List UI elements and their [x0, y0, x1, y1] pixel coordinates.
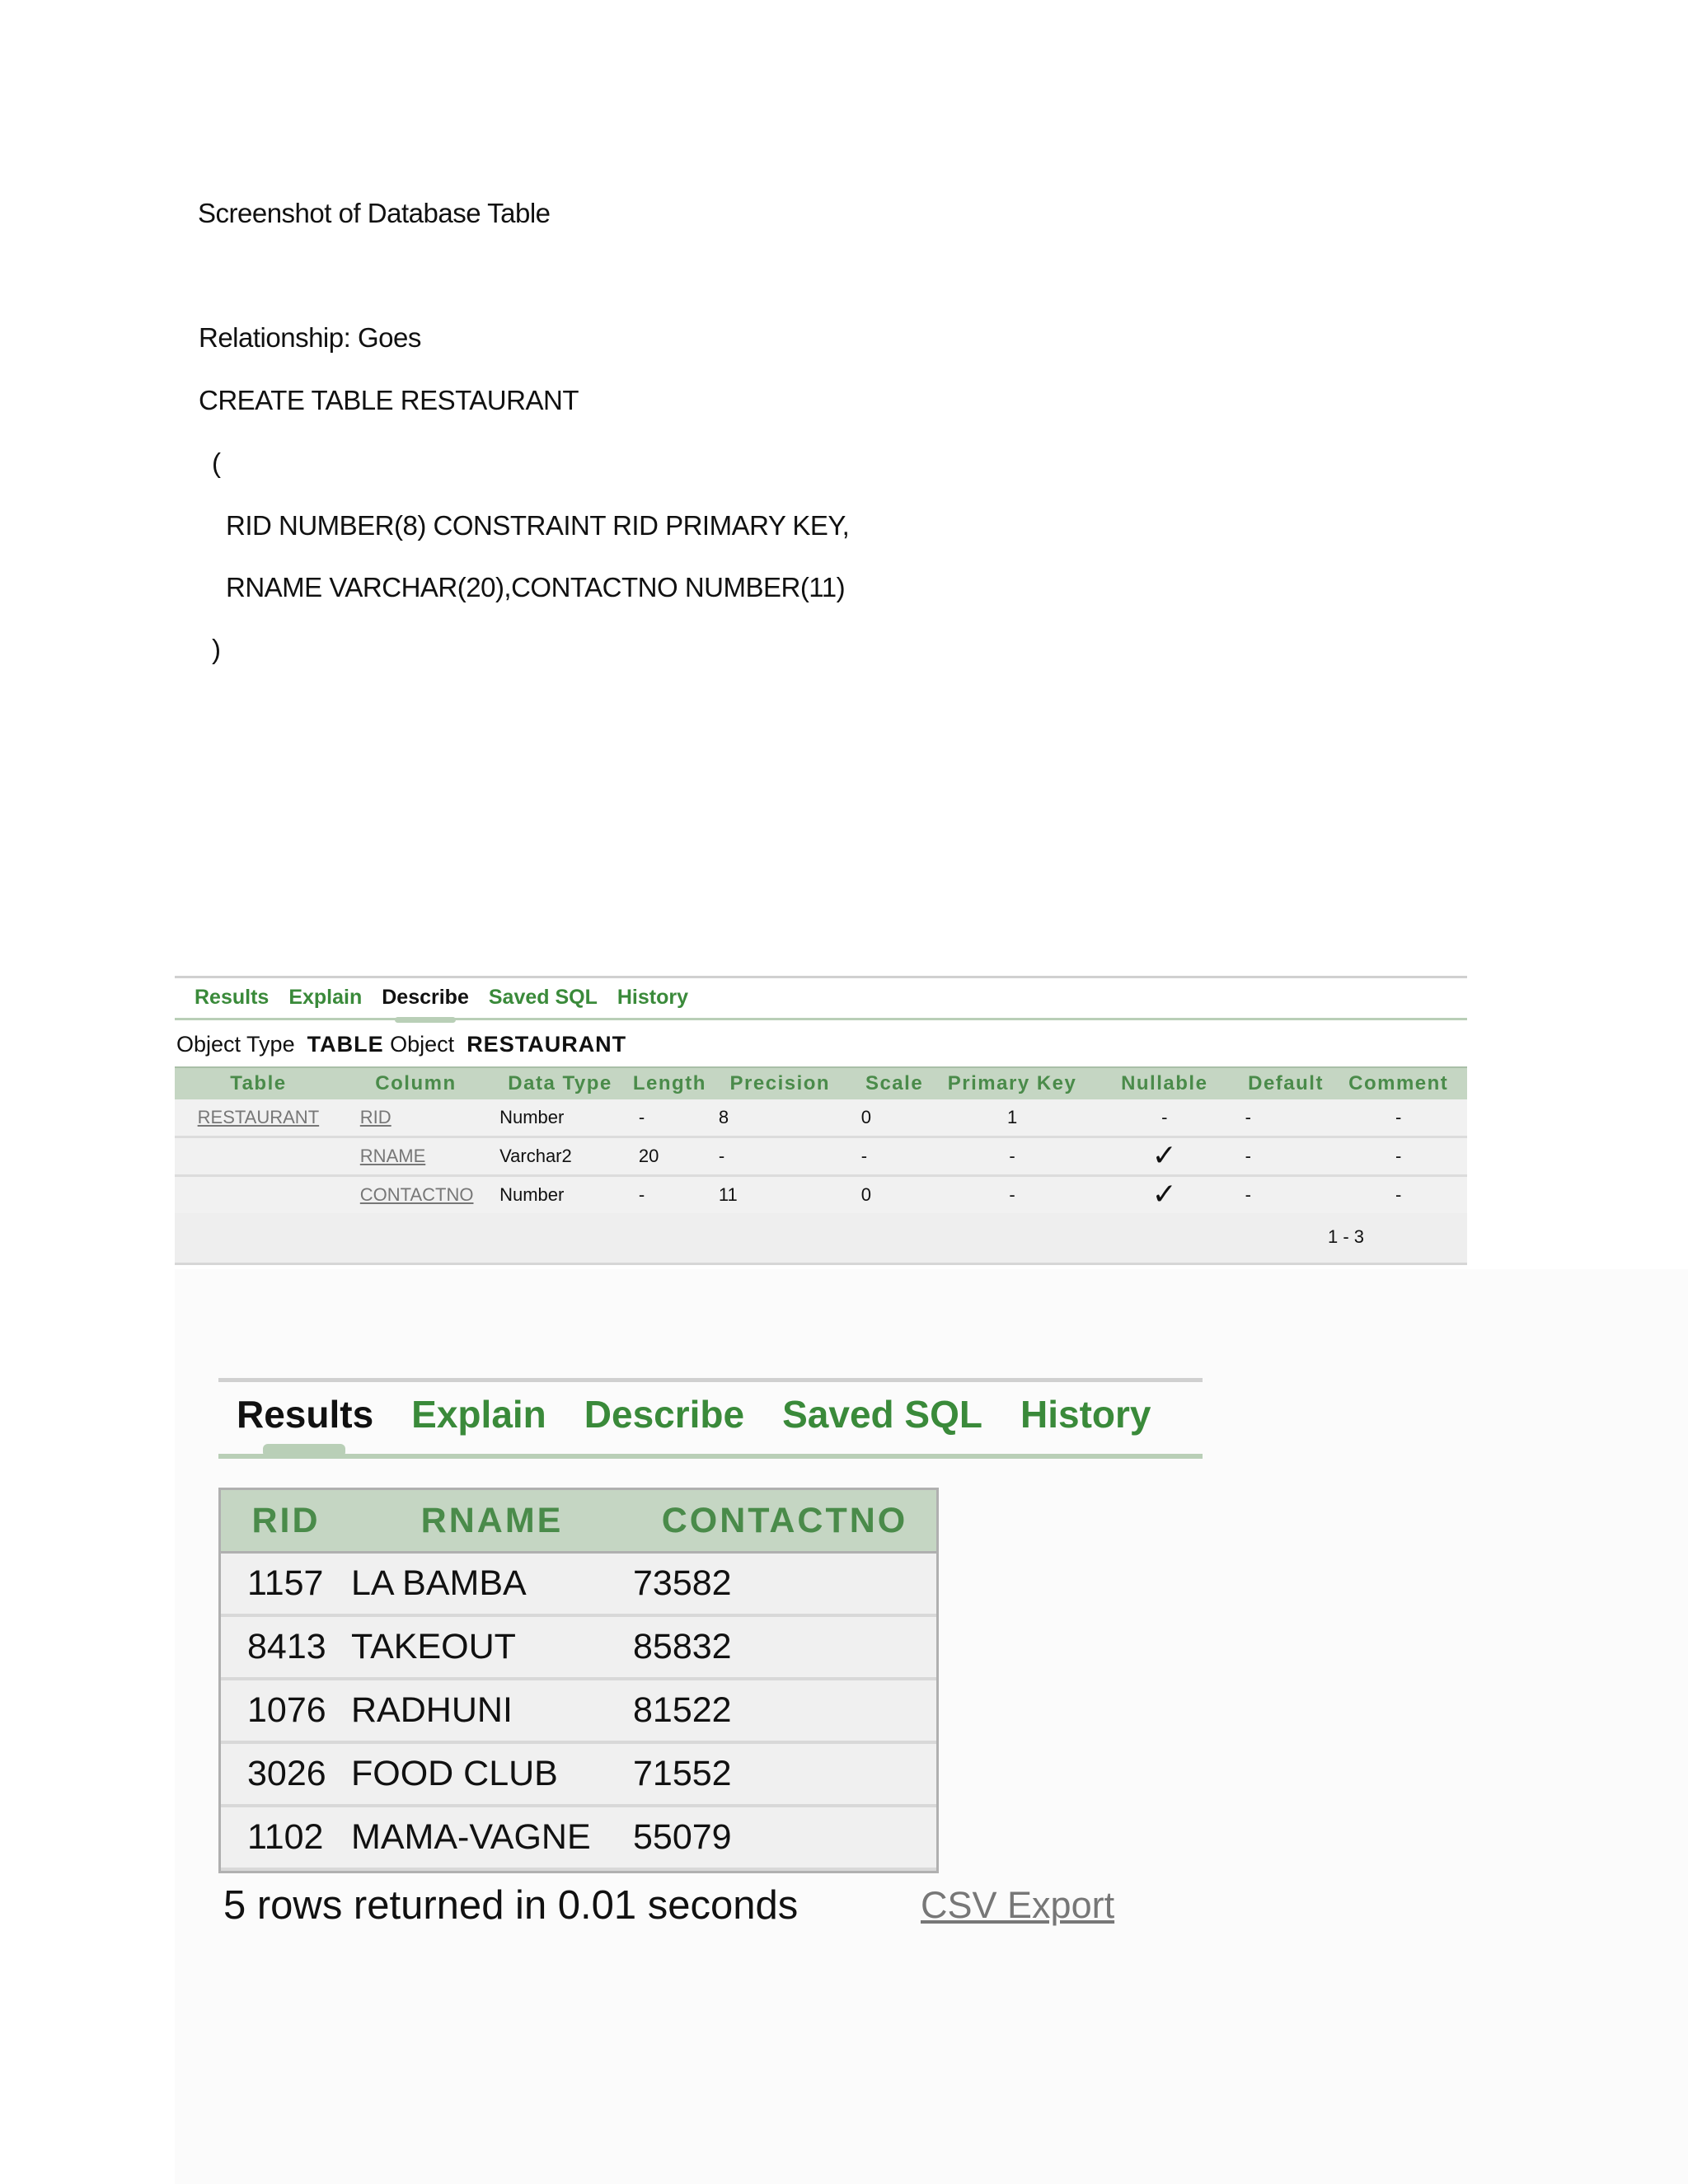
describe-panel: [175, 974, 1467, 1266]
contactno-cell: 81522: [633, 1679, 936, 1742]
tab-saved-sql[interactable]: Saved SQL: [782, 1393, 982, 1436]
csv-export-link[interactable]: CSV Export: [921, 1884, 1115, 1926]
column-header[interactable]: Comment: [1329, 1067, 1467, 1099]
tab-describe[interactable]: Describe: [584, 1393, 745, 1436]
describe-table: [175, 1066, 1467, 1216]
column-header[interactable]: CONTACTNO: [633, 1490, 936, 1553]
column-header[interactable]: Data Type: [490, 1067, 631, 1099]
results-table: [221, 1490, 936, 1871]
table-row: [175, 1176, 1467, 1215]
scale-cell: 0: [851, 1099, 938, 1137]
comment-cell: -: [1329, 1099, 1467, 1137]
divider: [175, 976, 1467, 978]
tab-results[interactable]: Results: [195, 986, 270, 1009]
rname-cell: MAMA-VAGNE: [351, 1806, 633, 1869]
table-row: [221, 1615, 936, 1679]
primary-key-cell: -: [937, 1176, 1086, 1215]
document-heading: Screenshot of Database Table: [198, 198, 551, 228]
column-header[interactable]: Primary Key: [937, 1067, 1086, 1099]
column-header[interactable]: Default: [1242, 1067, 1330, 1099]
default-cell: -: [1242, 1176, 1330, 1215]
comment-cell: -: [1329, 1176, 1467, 1215]
column-header[interactable]: Nullable: [1087, 1067, 1242, 1099]
column-name-link[interactable]: RNAME: [342, 1137, 490, 1176]
contactno-cell: 85832: [633, 1615, 936, 1679]
contactno-cell: 73582: [633, 1553, 936, 1616]
object-value: RESTAURANT: [467, 1032, 627, 1057]
column-header[interactable]: RNAME: [351, 1490, 633, 1553]
tab-history[interactable]: History: [617, 986, 688, 1009]
default-cell: -: [1242, 1137, 1330, 1176]
rid-cell: 1157: [221, 1553, 351, 1616]
tab-saved-sql[interactable]: Saved SQL: [488, 986, 598, 1009]
rid-cell: 1102: [221, 1806, 351, 1869]
relationship-label: Relationship: Goes: [199, 322, 421, 353]
column-name-link[interactable]: CONTACTNO: [342, 1176, 490, 1215]
nullable-cell: -: [1087, 1099, 1242, 1137]
tab-history[interactable]: History: [1020, 1393, 1151, 1436]
tab-results[interactable]: Results: [237, 1388, 373, 1441]
scale-cell: 0: [851, 1176, 938, 1215]
sql-line: RID NUMBER(8) CONSTRAINT RID PRIMARY KEY,: [226, 510, 850, 541]
object-type-value: TABLE: [307, 1032, 384, 1057]
rid-cell: 1076: [221, 1679, 351, 1742]
column-header[interactable]: RID: [221, 1490, 351, 1553]
divider: [175, 1018, 1467, 1020]
results-panel: [218, 1378, 1207, 1955]
table-header-row: [175, 1067, 1467, 1099]
primary-key-cell: -: [937, 1137, 1086, 1176]
describe-tab-bar: [185, 981, 698, 1014]
table-name-cell: [175, 1137, 342, 1176]
object-type-label: Object Type: [176, 1032, 295, 1057]
precision-cell: 11: [709, 1176, 851, 1215]
table-header-row: [221, 1490, 936, 1553]
tab-explain[interactable]: Explain: [411, 1393, 546, 1436]
pagination-bar: [175, 1213, 1467, 1265]
sql-line: (: [212, 448, 221, 478]
precision-cell: 8: [709, 1099, 851, 1137]
comment-cell: -: [1329, 1137, 1467, 1176]
column-name-link[interactable]: RID: [342, 1099, 490, 1137]
table-row: [221, 1806, 936, 1869]
rows-returned-status: 5 rows returned in 0.01 seconds: [223, 1883, 799, 1928]
column-header[interactable]: Scale: [851, 1067, 938, 1099]
scale-cell: -: [851, 1137, 938, 1176]
length-cell: -: [631, 1099, 709, 1137]
length-cell: -: [631, 1176, 709, 1215]
sql-line: CREATE TABLE RESTAURANT: [199, 385, 579, 415]
contactno-cell: 55079: [633, 1806, 936, 1869]
rname-cell: FOOD CLUB: [351, 1742, 633, 1806]
data-type-cell: Varchar2: [490, 1137, 631, 1176]
rname-cell: LA BAMBA: [351, 1553, 633, 1616]
tab-explain[interactable]: Explain: [288, 986, 363, 1009]
sql-line: RNAME VARCHAR(20),CONTACTNO NUMBER(11): [226, 572, 846, 602]
divider: [218, 1378, 1203, 1382]
primary-key-cell: 1: [937, 1099, 1086, 1137]
data-type-cell: Number: [490, 1099, 631, 1137]
object-label: Object: [390, 1032, 455, 1057]
results-tab-bar: [218, 1388, 1189, 1441]
divider: [218, 1454, 1203, 1459]
length-cell: 20: [631, 1137, 709, 1176]
table-name-cell: [175, 1176, 342, 1215]
sql-line: ): [212, 634, 221, 664]
rid-cell: 8413: [221, 1615, 351, 1679]
object-info: [176, 1032, 626, 1057]
checkmark-icon: ✓: [1151, 1176, 1177, 1211]
column-header[interactable]: Precision: [709, 1067, 851, 1099]
pagination-range: 1 - 3: [1327, 1226, 1364, 1247]
table-row: [175, 1137, 1467, 1176]
table-row: [221, 1679, 936, 1742]
results-table-container: [218, 1488, 939, 1873]
table-name-link[interactable]: RESTAURANT: [175, 1099, 342, 1137]
column-header[interactable]: Column: [342, 1067, 490, 1099]
precision-cell: -: [709, 1137, 851, 1176]
default-cell: -: [1242, 1099, 1330, 1137]
rid-cell: 3026: [221, 1742, 351, 1806]
rname-cell: RADHUNI: [351, 1679, 633, 1742]
tab-describe[interactable]: Describe: [372, 981, 479, 1014]
rname-cell: TAKEOUT: [351, 1615, 633, 1679]
checkmark-icon: ✓: [1151, 1137, 1177, 1172]
column-header[interactable]: Length: [631, 1067, 709, 1099]
contactno-cell: 71552: [633, 1742, 936, 1806]
data-type-cell: Number: [490, 1176, 631, 1215]
column-header[interactable]: Table: [175, 1067, 342, 1099]
table-row: [221, 1742, 936, 1806]
table-row: [221, 1553, 936, 1616]
table-row: [175, 1099, 1467, 1137]
